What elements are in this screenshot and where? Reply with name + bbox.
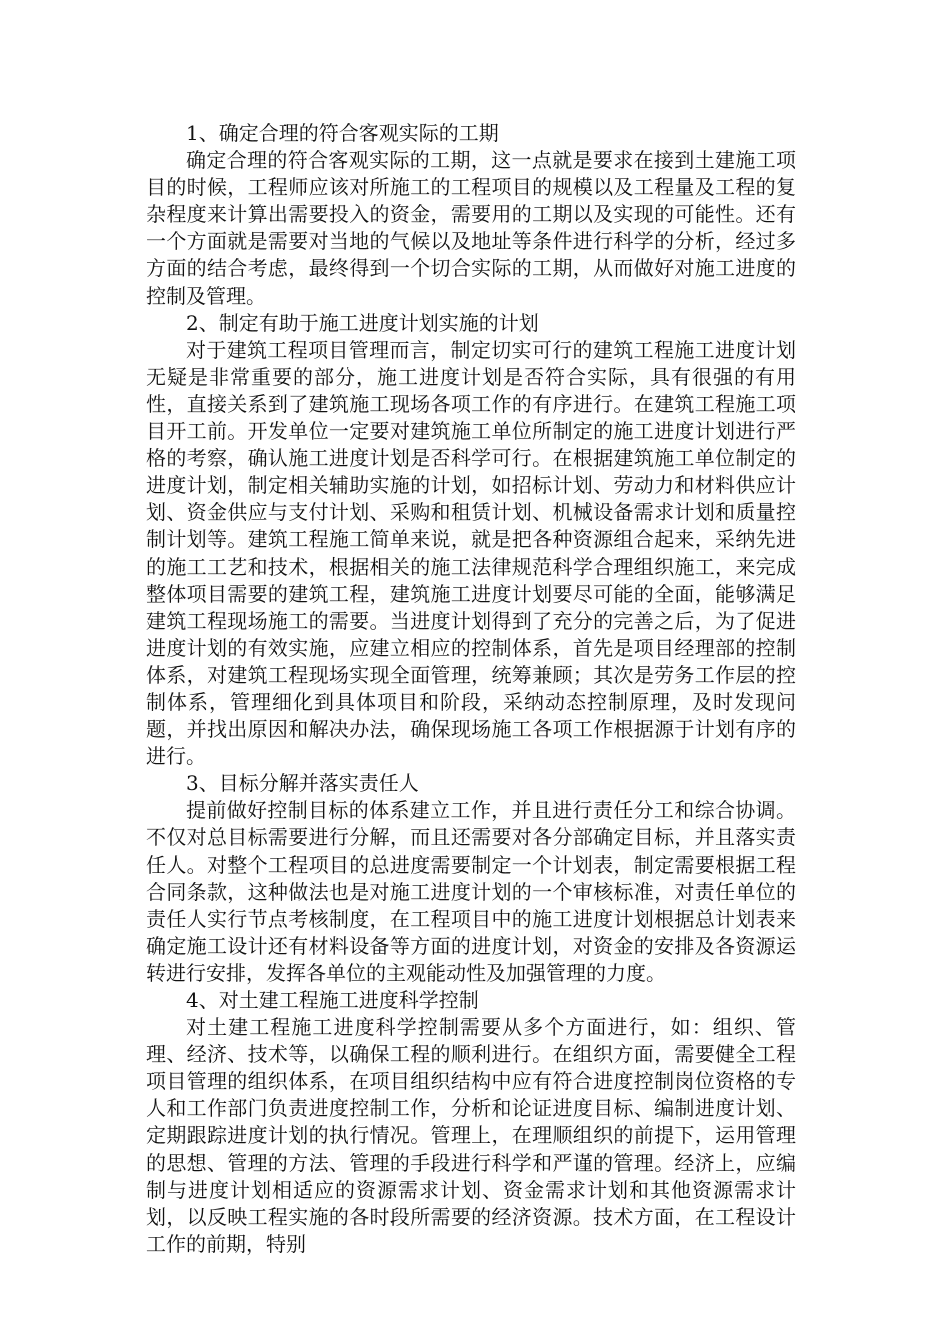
section-body-4: 对土建工程施工进度科学控制需要从多个方面进行，如：组织、管理、经济、技术等，以确保工程的顺利进行。在组织方面，需要健全工程项目管理的组织体系，在项目组织结构中应有符合进度控制岗位资格的专人和工作部门负责进度控制工作，分析和论证进度目标、编制进度计划、定期跟踪进度计划的执行情况。管理上，在理顺组织的前提下，运用管理的思想、管理的方法、管理的手段进行科学和严谨的管理。经济上，应编制与进度计划相适应的资源需求计划、资金需求计划和其他资源需求计划，以反映工程实施的各时段所需要的经济资源。技术方面，在工程设计工作的前期，特别 <box>146 1015 796 1256</box>
section-heading-2: 2、制定有助于施工进度计划实施的计划 <box>186 310 539 335</box>
section-body-3: 提前做好控制目标的体系建立工作，并且进行责任分工和综合协调。不仅对总目标需要进行分解，而且还需要对各分部确定目标，并且落实责任人。对整个工程项目的总进度需要制定一个计划表，制定需要根据工程合同条款，这种做法也是对施工进度计划的一个审核标准，对责任单位的责任人实行节点考核制度，在工程项目中的施工进度计划根据总计划表来确定施工设计还有材料设备等方面的进度计划，对资金的安排及各资源运转进行安排，发挥各单位的主观能动性及加强管理的力度。 <box>146 798 796 985</box>
document-page <box>146 120 796 1258</box>
section-body-2: 对于建筑工程项目管理而言，制定切实可行的建筑工程施工进度计划无疑是非常重要的部分，施工进度计划是否符合实际，具有很强的有用性，直接关系到了建筑施工现场各项工作的有序进行。在建筑工程施工项目开工前。开发单位一定要对建筑施工单位所制定的施工进度计划进行严格的考察，确认施工进度计划是否科学可行。在根据建筑施工单位制定的进度计划，制定相关辅助实施的计划，如招标计划、劳动力和材料供应计划、资金供应与支付计划、采购和租赁计划、机械设备需求计划和质量控制计划等。建筑工程施工简单来说，就是把各种资源组合起来，采纳先进的施工工艺和技术，根据相关的施工法律规范科学合理组织施工，来完成整体项目需要的建筑工程，建筑施工进度计划要尽可能的全面，能够满足建筑工程现场施工的需要。当进度计划得到了充分的完善之后，为了促进进度计划的有效实施，应建立相应的控制体系，首先是项目经理部的控制体系，对建筑工程现场实现全面管理，统筹兼顾；其次是劳务工作层的控制体系，管理细化到具体项目和阶段，采纳动态控制原理，及时发现问题，并找出原因和解决办法，确保现场施工各项工作根据源于计划有序的进行。 <box>146 337 796 769</box>
section-heading-3: 3、目标分解并落实责任人 <box>186 771 419 796</box>
section-heading-1: 1、确定合理的符合客观实际的工期 <box>186 121 499 145</box>
section-heading-4: 4、对土建工程施工进度科学控制 <box>186 988 479 1012</box>
section-body-1: 确定合理的符合客观实际的工期，这一点就是要求在接到土建施工项目的时候，工程师应该对所施工的工程项目的规模以及工程量及工程的复杂程度来计算出需要投入的资金，需要用的工期以及实现的可能性。还有一个方面就是需要对当地的气候以及地址等条件进行科学的分析，经过多方面的结合考虑，最终得到一个切合实际的工期，从而做好对施工进度的控制及管理。 <box>146 148 796 308</box>
